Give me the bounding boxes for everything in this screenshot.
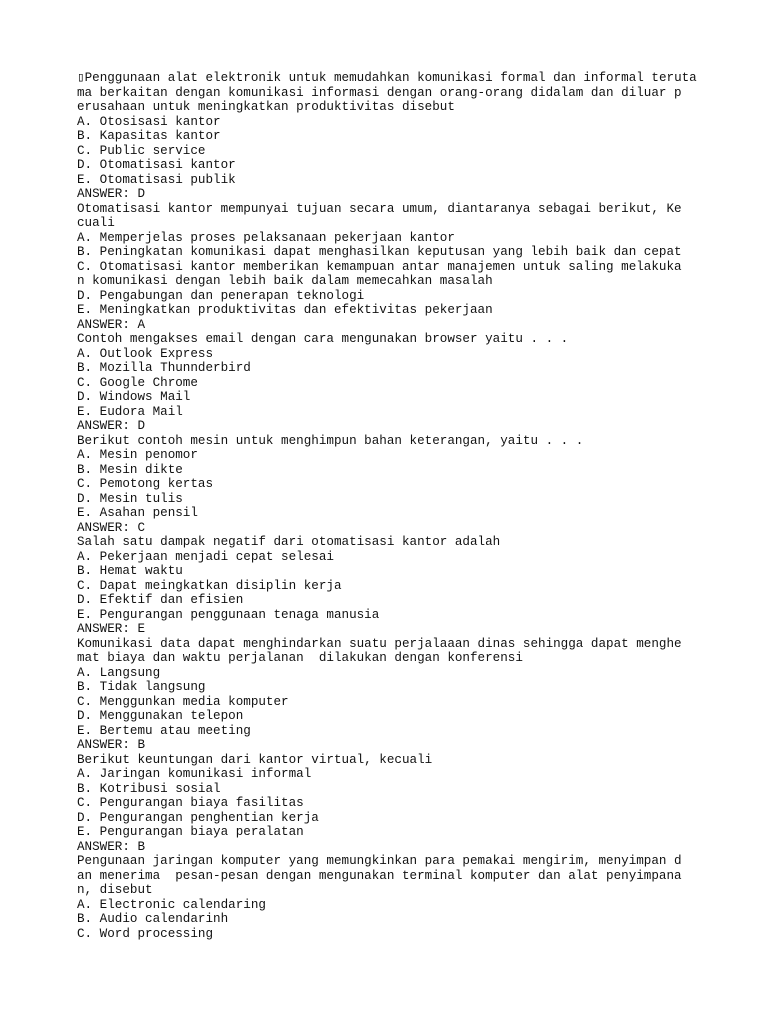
document-line: A. Outlook Express [77, 346, 214, 361]
document-line: A. Pekerjaan menjadi cepat selesai [77, 549, 334, 564]
document-line: n komunikasi dengan lebih baik dalam memecahkan masalah [77, 274, 493, 288]
document-line: B. Hemat waktu [77, 564, 183, 578]
document-line: D. Windows Mail [77, 390, 191, 404]
document-line: D. Pengurangan penghentian kerja [77, 810, 319, 825]
document-line: ANSWER: B [77, 839, 146, 854]
document-line: B. Kapasitas kantor [77, 129, 221, 143]
document-line: A. Langsung [77, 665, 161, 680]
document-line: A. Electronic calendaring [77, 897, 266, 912]
document-line: ANSWER: A [77, 317, 146, 332]
document-line: B. Mesin dikte [77, 462, 183, 477]
document-line: ANSWER: E [77, 622, 146, 636]
document-line: Berikut contoh mesin untuk menghimpun bahan keterangan, yaitu . . . [77, 433, 584, 448]
document-line: cuali [77, 216, 115, 230]
document-line: ma berkaitan dengan komunikasi informasi dengan orang-orang didalam dan diluar p [77, 85, 682, 100]
document-line: C. Otomatisasi kantor memberikan kemampuan antar manajemen untuk saling melakuka [77, 259, 682, 274]
document-line: B. Mozilla Thunnderbird [77, 361, 251, 375]
document-line: erusahaan untuk meningkatkan produktivitas disebut [77, 100, 455, 114]
document-line: E. Pengurangan biaya peralatan [77, 825, 304, 839]
document-line: C. Public service [77, 143, 206, 158]
document-line: C. Pengurangan biaya fasilitas [77, 796, 304, 810]
document-line: D. Efektif dan efisien [77, 593, 244, 607]
document-line: A. Memperjelas proses pelaksanaan pekerjaan kantor [77, 230, 455, 245]
document-line: B. Peningkatan komunikasi dapat menghasilkan keputusan yang lebih baik dan cepat [77, 245, 682, 259]
document-line: E. Asahan pensil [77, 506, 198, 520]
document-line: D. Mesin tulis [77, 491, 183, 506]
document-line: B. Kotribusi sosial [77, 781, 221, 796]
document-line: D. Menggunakan telepon [77, 709, 244, 723]
document-line: B. Tidak langsung [77, 680, 206, 694]
document-line: E. Meningkatkan produktivitas dan efektivitas pekerjaan [77, 303, 493, 317]
document-line: Berikut keuntungan dari kantor virtual, kecuali [77, 752, 433, 767]
document-line: C. Menggunkan media komputer [77, 694, 289, 709]
document-line: E. Pengurangan penggunaan tenaga manusia [77, 607, 380, 622]
document-line: Komunikasi data dapat menghindarkan suatu perjalaaan dinas sehingga dapat menghe [77, 636, 682, 651]
document-line: D. Otomatisasi kantor [77, 158, 236, 172]
document-line: ▯Penggunaan alat elektronik untuk memudahkan komunikasi formal dan informal teruta [77, 71, 697, 85]
document-line: ANSWER: C [77, 520, 146, 535]
document-line: mat biaya dan waktu perjalanan dilakukan dengan konferensi [77, 651, 523, 665]
document-line: A. Mesin penomor [77, 448, 198, 462]
document-line: ANSWER: B [77, 738, 146, 752]
document-line: Salah satu dampak negatif dari otomatisasi kantor adalah [77, 535, 501, 549]
document-line: ANSWER: D [77, 187, 146, 201]
document-line: ANSWER: D [77, 419, 146, 433]
document-line: C. Dapat meingkatkan disiplin kerja [77, 578, 342, 593]
document-line: C. Pemotong kertas [77, 477, 214, 491]
document-line: n, disebut [77, 883, 153, 897]
document-line: E. Eudora Mail [77, 404, 183, 419]
document-page [77, 71, 717, 941]
document-line: E. Otomatisasi publik [77, 172, 236, 187]
document-line: Contoh mengakses email dengan cara mengunakan browser yaitu . . . [77, 332, 569, 346]
document-line: C. Word processing [77, 926, 214, 941]
document-line: A. Jaringan komunikasi informal [77, 767, 312, 781]
document-line: B. Audio calendarinh [77, 912, 229, 926]
document-line: Pengunaan jaringan komputer yang memungkinkan para pemakai mengirim, menyimpan d [77, 854, 682, 868]
document-line: E. Bertemu atau meeting [77, 723, 251, 738]
document-line: an menerima pesan-pesan dengan mengunakan terminal komputer dan alat penyimpana [77, 868, 682, 883]
document-line: A. Otosisasi kantor [77, 114, 221, 129]
document-line: Otomatisasi kantor mempunyai tujuan secara umum, diantaranya sebagai berikut, Ke [77, 201, 682, 216]
document-line: C. Google Chrome [77, 375, 198, 390]
document-line: D. Pengabungan dan penerapan teknologi [77, 288, 365, 303]
